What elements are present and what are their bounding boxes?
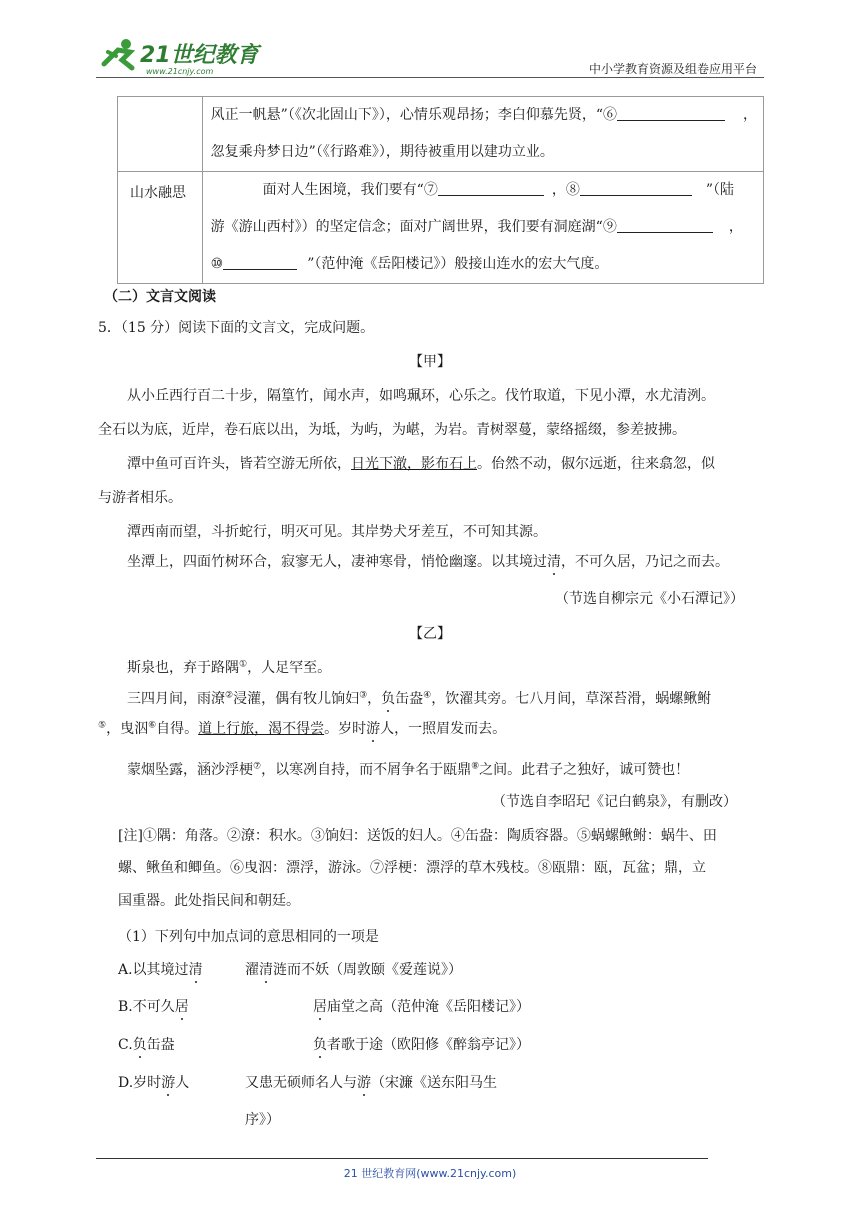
option-d-left[interactable]: D.岁时游人 (118, 1075, 190, 1091)
option-a-right: 濯清涟而不妖（周敦颐《爱莲说》） (245, 962, 462, 978)
option-b-right: 居庙堂之高（范仲淹《岳阳楼记》） (313, 999, 530, 1015)
dotted-char: 清 (547, 554, 561, 570)
header-divider (96, 77, 764, 78)
table-cell-content: 面对人生困境，我们要有“⑦ ，⑧ ”（陆 游《游山西村》）的坚定信念；面对广阔世界，我们要有洞庭湖“⑨ ， ⑩ ”（范仲淹《岳阳楼记》）般接山连水的宏大气度。 (202, 172, 763, 284)
notes-line3: 国重器。此处指民间和朝廷。 (118, 893, 300, 909)
blank-9[interactable] (617, 218, 713, 233)
option-c-left[interactable]: C.负缶盎 (118, 1037, 175, 1053)
section-title: （二）文言文阅读 (104, 289, 216, 305)
yi-title: 【乙】 (409, 626, 451, 642)
yi-p1: 斯泉也，弃于路隅①，人足罕至。 (127, 659, 332, 676)
footer-text[interactable]: 21 世纪教育网(www.21cnjy.com) (343, 1167, 517, 1180)
blank-6[interactable] (617, 106, 725, 121)
jia-p1-line1: 从小丘西行百二十步，隔篁竹，闻水声，如鸣珮环，心乐之。伐竹取道，下见小潭，水尤清洌。 (127, 388, 715, 404)
notes-line1: [注]①隅：角落。②潦：积水。③饷妇：送饭的妇人。④缶盎：陶质容器。⑤蜗螺鳅鲋：蜗牛、田 (118, 828, 717, 844)
jia-p2-line1: 潭中鱼可百许头，皆若空游无所依，日光下澈，影布石上。佁然不动，俶尔远逝，往来翕忽，似 (127, 456, 715, 472)
table-cell-content: 风正一帆悬”（《次北固山下》），心情乐观昂扬；李白仰慕先贤，“⑥ ， 忽复乘舟梦日边”（《行路难》），期待被重用以建功立业。 (202, 97, 763, 172)
sub-question-1: （1）下列句中加点词的意思相同的一项是 (118, 929, 379, 945)
jia-source: （节选自柳宗元《小石潭记》） (555, 591, 744, 607)
blank-7[interactable] (438, 181, 544, 196)
yi-p3: 蒙烟坠露，涵沙浮梗⑦，以寒冽自持，而不屑争名于瓯鼎⑧之间。此君子之独好，诚可赞也！ (127, 761, 690, 778)
option-d-right: 又患无硕师名人与游（宋濂《送东阳马生 (245, 1075, 497, 1091)
yi-p2-line1: 三四月间，雨潦②浸灌，偶有牧儿饷妇③，负缶盎④，饮濯其旁。七八月间，草深苔滑，蜗螺鳅鲋 (127, 690, 712, 707)
option-b-left[interactable]: B.不可久居 (118, 999, 189, 1015)
option-a-left[interactable]: A.以其境过清 (118, 962, 203, 978)
logo-url: www.21cnjy.com (146, 67, 214, 76)
site-logo (96, 34, 266, 78)
underlined-sentence: 道上行旅，渴不得尝 (198, 721, 325, 737)
logo-text: 21世纪教育 (140, 43, 259, 68)
jia-p3: 潭西南而望，斗折蛇行，明灭可见。其岸势犬牙差互，不可知其源。 (127, 524, 547, 540)
platform-name: 中小学教育资源及组卷应用平台 (588, 62, 757, 76)
option-c-right: 负者歌于途（欧阳修《醉翁亭记》） (313, 1037, 530, 1053)
footer-divider (96, 1158, 708, 1159)
jia-p1-line2: 全石以为底，近岸，卷石底以出，为坻，为屿，为嵁，为岩。青树翠蔓，蒙络摇缀，参差披拂。 (98, 422, 686, 438)
notes-line2: 螺、鳅鱼和鲫鱼。⑥曳泅：漂浮，游泳。⑦浮梗：漂浮的草木残枝。⑧瓯鼎：瓯，瓦盆；鼎，立 (118, 860, 706, 876)
jia-title: 【甲】 (409, 354, 451, 370)
yi-p2-line2: ⑤，曳泅⑥自得。道上行旅，渴不得尝。岁时游人，一照眉发而去。 (98, 720, 507, 737)
yi-source: （节选自李昭玘《记白鹤泉》，有删改） (492, 794, 737, 810)
dotted-char: 负 (381, 691, 396, 707)
question-stem: 5．（15 分）阅读下面的文言文，完成问题。 (98, 320, 375, 336)
table-cell-empty (118, 97, 203, 172)
option-d-right-wrap: 序》） (245, 1112, 280, 1128)
blank-8[interactable] (580, 181, 692, 196)
jia-p2-line2: 与游者相乐。 (98, 490, 182, 506)
dotted-char: 游 (366, 721, 381, 737)
row-label: 山水融思 (118, 172, 203, 284)
table-row (118, 97, 764, 172)
jia-p4: 坐潭上，四面竹树环合，寂寥无人，凄神寒骨，悄怆幽邃。以其境过清，不可久居，乃记之而去。 (127, 554, 729, 570)
table-row (118, 172, 764, 284)
blank-10[interactable] (223, 255, 297, 270)
underlined-sentence: 日光下澈，影布石上 (351, 456, 477, 472)
poetry-table (117, 96, 764, 284)
